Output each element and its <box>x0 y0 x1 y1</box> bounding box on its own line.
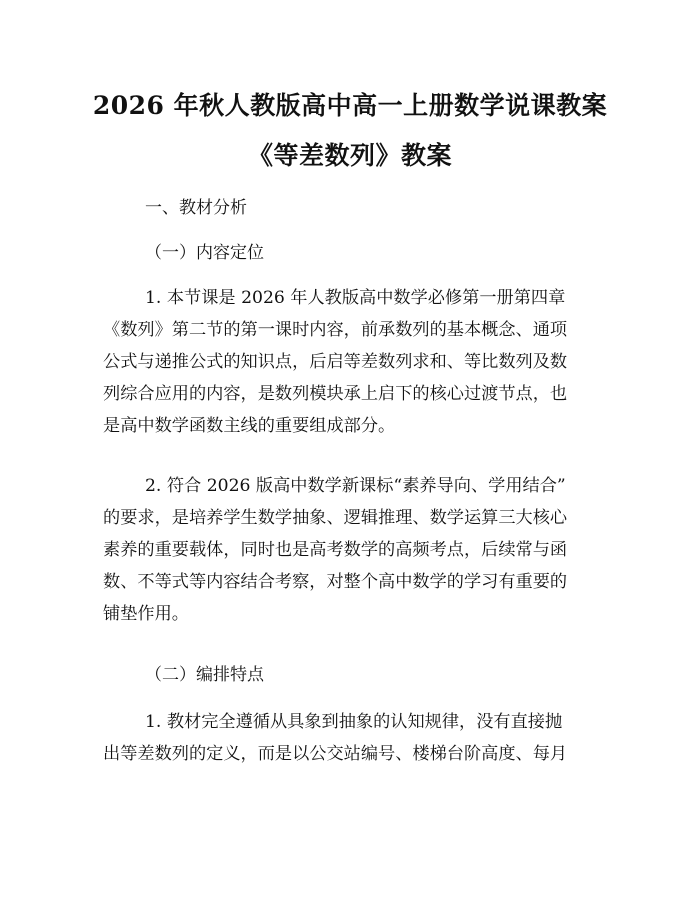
paragraph-line: 的要求，是培养学生数学抽象、逻辑推理、数学运算三大核心 <box>103 508 568 528</box>
paragraph-line: 2. 符合 2026 版高中数学新课标“素养导向、学用结合” <box>145 476 566 496</box>
paragraph-line: 1. 本节课是 2026 年人教版高中数学必修第一册第四章 <box>145 288 566 308</box>
paragraph-line: 列综合应用的内容，是数列模块承上启下的核心过渡节点，也 <box>103 384 568 404</box>
document-title: 2026 年秋人教版高中高一上册数学说课教案 <box>92 91 608 120</box>
paragraph-2 <box>103 470 603 630</box>
paragraph-line: 出等差数列的定义，而是以公交站编号、楼梯台阶高度、每月 <box>103 744 568 764</box>
paragraph-line: 数、不等式等内容结合考察，对整个高中数学的学习有重要的 <box>103 572 568 592</box>
paragraph-line: 是高中数学函数主线的重要组成部分。 <box>103 416 396 436</box>
paragraph-line: 素养的重要载体，同时也是高考数学的高频考点，后续常与函 <box>103 540 568 560</box>
paragraph-line: 《数列》第二节的第一课时内容，前承数列的基本概念、通项 <box>103 320 568 340</box>
paragraph-line: 公式与递推公式的知识点，后启等差数列求和、等比数列及数 <box>103 352 568 372</box>
paragraph-line: 1. 教材完全遵循从具象到抽象的认知规律，没有直接抛 <box>145 712 563 732</box>
subsection-heading-arrangement-features: （二）编排特点 <box>145 665 264 685</box>
paragraph-line: 铺垫作用。 <box>103 604 189 624</box>
document-subtitle: 《等差数列》教案 <box>247 141 452 170</box>
subsection-heading-content-positioning: （一）内容定位 <box>145 243 264 263</box>
section-heading-textbook-analysis: 一、教材分析 <box>145 198 247 218</box>
paragraph-3 <box>103 706 603 770</box>
paragraph-1 <box>103 282 603 442</box>
